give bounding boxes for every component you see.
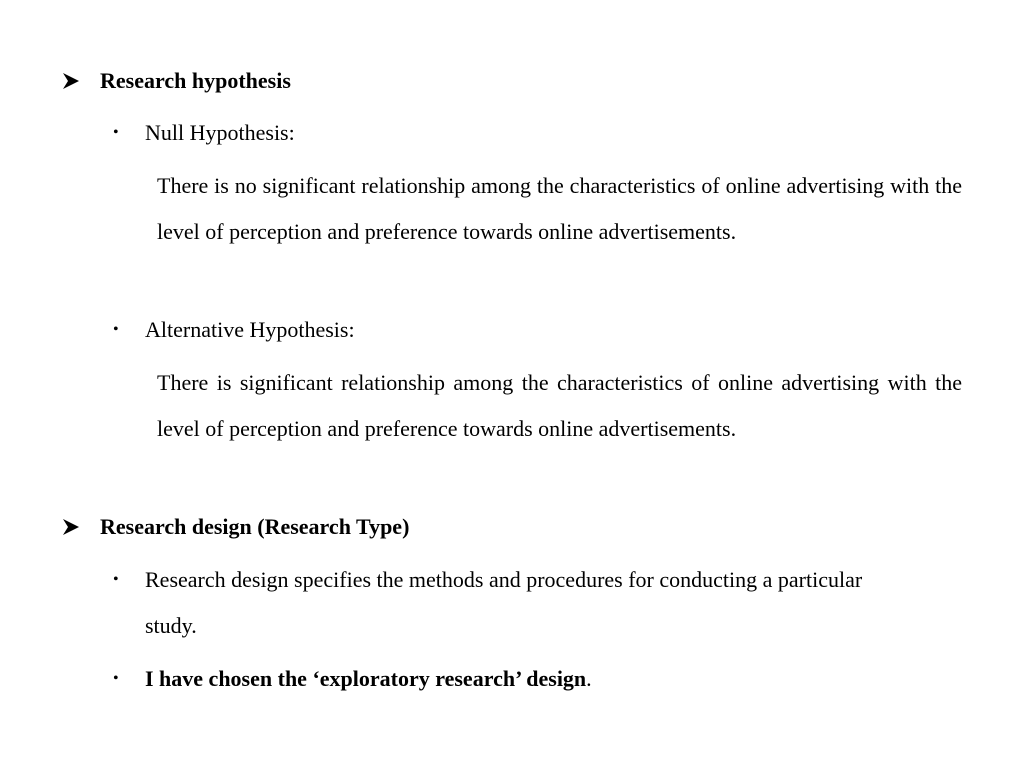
bullet-design-description-marker [113,567,145,593]
bullet-dot-icon: • [113,571,119,588]
section-heading-research-hypothesis [62,68,291,94]
chosen-design-text: I have chosen the ‘exploratory research’ design [145,666,587,691]
bullet-dot-icon: • [113,124,119,141]
bullet-label: Alternative Hypothesis: [145,317,355,342]
section-heading-research-design [62,514,409,540]
bullet-label: Null Hypothesis: [145,120,295,145]
design-description-text: Research design specifies the methods and procedures for conducting a particular study. [145,567,863,638]
arrow-bullet-icon [62,514,100,540]
alternative-hypothesis-text: There is significant relationship among the characteristics of online advertising with the level of perception and preference towards online advertisements. [157,370,962,441]
bullet-chosen-design [113,666,592,692]
chosen-design-suffix: . [586,666,592,691]
bullet-dot-icon: • [113,670,119,687]
null-hypothesis-text: There is no significant relationship among the characteristics of online advertising with the level of perception and preference towards online advertisements. [157,173,962,244]
arrow-bullet-icon [62,68,100,94]
bullet-null-hypothesis [113,120,295,146]
bullet-alternative-hypothesis [113,317,355,343]
section-heading-label: Research hypothesis [100,68,291,93]
bullet-dot-icon: • [113,321,119,338]
section-heading-label: Research design (Research Type) [100,514,410,539]
